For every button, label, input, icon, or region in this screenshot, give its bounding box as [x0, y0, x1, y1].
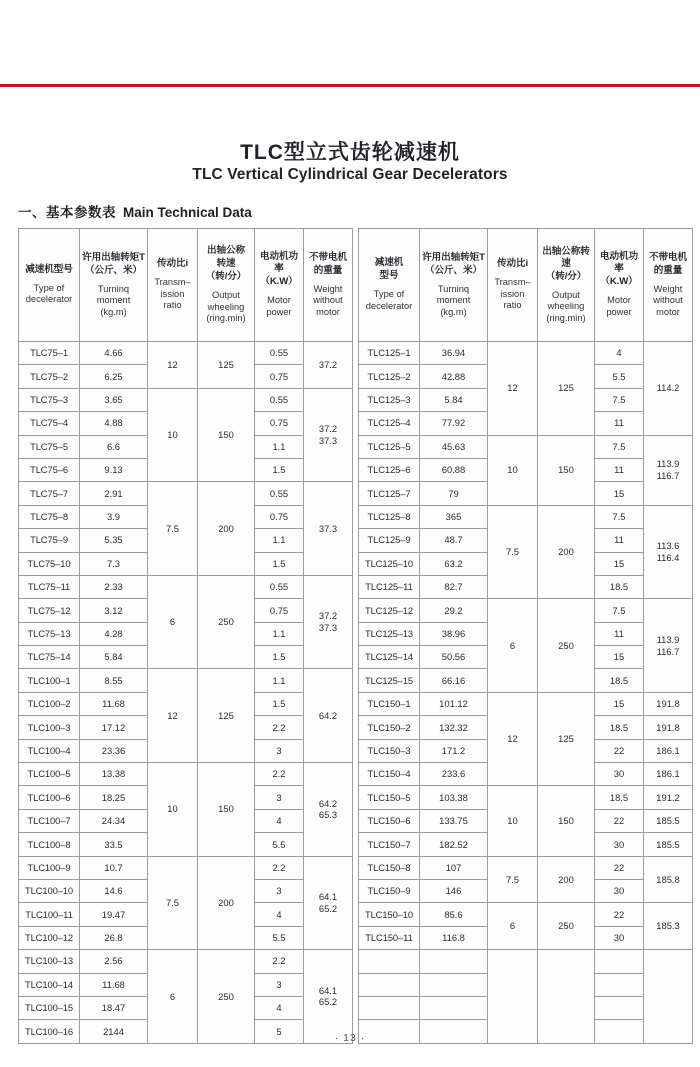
cell-weight-right: 191.2: [644, 786, 693, 809]
cell-ratio-right: 6: [488, 599, 538, 693]
cell-torque-right: 182.52: [420, 833, 488, 856]
cell-ratio-left: 12: [148, 669, 198, 763]
cell-speed-right: 125: [538, 692, 595, 786]
cell-model-left: TLC75–2: [19, 365, 80, 388]
cell-torque-left: 2.91: [80, 482, 148, 505]
cell-torque-left: 3.9: [80, 505, 148, 528]
cell-power-left: 3: [255, 973, 304, 996]
cell-torque-right: 42.88: [420, 365, 488, 388]
cell-model-right: [359, 950, 420, 973]
cell-power-right: 18.5: [595, 669, 644, 692]
cell-torque-left: 18.25: [80, 786, 148, 809]
cell-power-right: 7.5: [595, 435, 644, 458]
cell-torque-right: 48.7: [420, 529, 488, 552]
cell-speed-left: 150: [198, 388, 255, 482]
cell-torque-right: 63.2: [420, 552, 488, 575]
cell-model-right: TLC125–12: [359, 599, 420, 622]
cell-model-left: TLC100–14: [19, 973, 80, 996]
cell-torque-left: 4.28: [80, 622, 148, 645]
cell-power-left: 1.5: [255, 552, 304, 575]
cell-torque-right: 36.94: [420, 342, 488, 365]
header-weight-without-motor-right: 不带电机 的重量 Weight without motor: [644, 229, 693, 342]
cell-model-left: TLC100–6: [19, 786, 80, 809]
cell-power-right: 7.5: [595, 388, 644, 411]
cell-speed-left: 250: [198, 950, 255, 1044]
cell-torque-left: 3.65: [80, 388, 148, 411]
cell-torque-right: 77.92: [420, 412, 488, 435]
cell-model-left: TLC75–11: [19, 575, 80, 598]
page-title-english: TLC Vertical Cylindrical Gear Decelerators: [192, 166, 508, 183]
cell-torque-left: 14.6: [80, 879, 148, 902]
cell-power-right: 30: [595, 833, 644, 856]
cell-model-right: TLC125–14: [359, 646, 420, 669]
cell-torque-right: 233.6: [420, 763, 488, 786]
cell-model-left: TLC75–6: [19, 458, 80, 481]
cell-torque-left: 11.68: [80, 973, 148, 996]
cell-torque-left: 2.33: [80, 575, 148, 598]
cell-torque-right: 79: [420, 482, 488, 505]
cell-torque-left: 4.66: [80, 342, 148, 365]
cell-torque-left: 7.3: [80, 552, 148, 575]
cell-ratio-right: 7.5: [488, 505, 538, 599]
cell-power-left: 0.75: [255, 365, 304, 388]
cell-ratio-left: 7.5: [148, 856, 198, 950]
cell-model-left: TLC100–10: [19, 879, 80, 902]
cell-torque-left: 18.47: [80, 996, 148, 1019]
cell-power-left: 5.5: [255, 926, 304, 949]
cell-power-right: [595, 996, 644, 1019]
table-body: [19, 342, 693, 1044]
cell-speed-right: 250: [538, 903, 595, 950]
cell-power-left: 5.5: [255, 833, 304, 856]
header-motor-power-right: 电动机功率 （K.W） Motor power: [595, 229, 644, 342]
cell-model-right: TLC125–3: [359, 388, 420, 411]
header-transmission-ratio: 传动比i Transm– ission ratio: [148, 229, 198, 342]
header-weight-without-motor: 不带电机 的重量 Weight without motor: [304, 229, 353, 342]
cell-power-right: 30: [595, 763, 644, 786]
cell-torque-right: 146: [420, 879, 488, 902]
cell-power-right: 22: [595, 903, 644, 926]
cell-torque-left: 2144: [80, 1020, 148, 1043]
cell-model-right: TLC125–13: [359, 622, 420, 645]
cell-power-right: [595, 950, 644, 973]
cell-weight-right: 186.1: [644, 739, 693, 762]
main-technical-data-table: [18, 228, 687, 1044]
cell-torque-left: 17.12: [80, 716, 148, 739]
cell-speed-left: 200: [198, 482, 255, 576]
cell-model-left: TLC100–12: [19, 926, 80, 949]
header-output-wheeling-right: 出轴公称转速 （转/分） Output wheeling (ring.min): [538, 229, 595, 342]
cell-speed-right: 150: [538, 435, 595, 505]
cell-power-right: 7.5: [595, 505, 644, 528]
cell-model-right: TLC150–11: [359, 926, 420, 949]
cell-power-right: 11: [595, 529, 644, 552]
cell-speed-right: 200: [538, 856, 595, 903]
cell-weight-right: 185.5: [644, 809, 693, 832]
header-motor-power: 电动机功率 （K.W） Motor power: [255, 229, 304, 342]
cell-power-right: 18.5: [595, 575, 644, 598]
cell-model-right: TLC150–8: [359, 856, 420, 879]
cell-power-right: 15: [595, 646, 644, 669]
cell-model-right: TLC125–11: [359, 575, 420, 598]
cell-model-right: TLC125–1: [359, 342, 420, 365]
cell-model-left: TLC100–5: [19, 763, 80, 786]
header-transmission-ratio-right: 传动比i Transm– ission ratio: [488, 229, 538, 342]
cell-power-left: 4: [255, 809, 304, 832]
cell-power-right: 30: [595, 926, 644, 949]
cell-ratio-right: 10: [488, 435, 538, 505]
cell-power-left: 1.1: [255, 669, 304, 692]
cell-model-right: TLC125–5: [359, 435, 420, 458]
cell-model-left: TLC75–5: [19, 435, 80, 458]
cell-power-left: 0.55: [255, 575, 304, 598]
cell-torque-right: 107: [420, 856, 488, 879]
cell-weight-left: 64.1 65.2: [304, 950, 353, 1044]
cell-torque-right: 66.16: [420, 669, 488, 692]
cell-model-right: TLC150–4: [359, 763, 420, 786]
cell-model-left: TLC75–7: [19, 482, 80, 505]
cell-power-left: 0.55: [255, 482, 304, 505]
cell-model-right: TLC150–7: [359, 833, 420, 856]
cell-torque-left: 6.25: [80, 365, 148, 388]
cell-torque-right: 103.38: [420, 786, 488, 809]
cell-power-left: 1.1: [255, 529, 304, 552]
cell-torque-right: 5.84: [420, 388, 488, 411]
cell-ratio-right: 7.5: [488, 856, 538, 903]
cell-power-right: 11: [595, 622, 644, 645]
cell-model-left: TLC100–13: [19, 950, 80, 973]
cell-torque-right: 38.96: [420, 622, 488, 645]
cell-torque-right: 82.7: [420, 575, 488, 598]
cell-speed-right: 150: [538, 786, 595, 856]
cell-model-right: [359, 973, 420, 996]
cell-model-left: TLC100–16: [19, 1020, 80, 1043]
cell-model-right: TLC125–4: [359, 412, 420, 435]
cell-model-left: TLC100–3: [19, 716, 80, 739]
header-turning-moment: 许用出轴转矩T （公斤、米） Turninq moment (kg.m): [80, 229, 148, 342]
cell-power-right: 15: [595, 692, 644, 715]
cell-ratio-right: [488, 950, 538, 1044]
section-heading: [18, 201, 252, 221]
cell-weight-left: 64.1 65.2: [304, 856, 353, 950]
cell-ratio-left: 6: [148, 950, 198, 1044]
cell-torque-right: 133.75: [420, 809, 488, 832]
cell-ratio-left: 12: [148, 342, 198, 389]
cell-torque-left: 4.88: [80, 412, 148, 435]
cell-model-left: TLC100–4: [19, 739, 80, 762]
cell-torque-right: 45.63: [420, 435, 488, 458]
cell-power-left: 4: [255, 996, 304, 1019]
cell-power-left: 1.1: [255, 622, 304, 645]
cell-weight-right: 113.9 116.7: [644, 435, 693, 505]
cell-weight-right: 185.8: [644, 856, 693, 903]
cell-weight-left: 37.2 37.3: [304, 575, 353, 669]
cell-model-right: TLC125–8: [359, 505, 420, 528]
table-header-row: [19, 229, 693, 342]
cell-ratio-right: 10: [488, 786, 538, 856]
cell-weight-right: 186.1: [644, 763, 693, 786]
cell-model-left: TLC75–12: [19, 599, 80, 622]
cell-speed-right: 250: [538, 599, 595, 693]
cell-torque-right: 101.12: [420, 692, 488, 715]
cell-ratio-right: 6: [488, 903, 538, 950]
cell-model-right: TLC150–10: [359, 903, 420, 926]
cell-torque-left: 13.38: [80, 763, 148, 786]
cell-power-right: 15: [595, 482, 644, 505]
cell-power-left: 3: [255, 739, 304, 762]
page-number: · 13 ·: [334, 1032, 366, 1044]
cell-torque-left: 10.7: [80, 856, 148, 879]
cell-weight-right: 185.3: [644, 903, 693, 950]
cell-power-right: 7.5: [595, 599, 644, 622]
cell-power-right: 18.5: [595, 786, 644, 809]
cell-torque-right: 60.88: [420, 458, 488, 481]
cell-speed-left: 125: [198, 342, 255, 389]
cell-model-left: TLC75–3: [19, 388, 80, 411]
cell-power-right: 30: [595, 879, 644, 902]
cell-model-right: TLC150–5: [359, 786, 420, 809]
cell-torque-left: 3.12: [80, 599, 148, 622]
cell-speed-left: 150: [198, 763, 255, 857]
cell-torque-left: 23.36: [80, 739, 148, 762]
cell-power-right: 22: [595, 739, 644, 762]
cell-power-left: 1.5: [255, 692, 304, 715]
cell-model-left: TLC75–9: [19, 529, 80, 552]
cell-model-left: TLC100–9: [19, 856, 80, 879]
cell-torque-left: 5.35: [80, 529, 148, 552]
cell-torque-right: 29.2: [420, 599, 488, 622]
cell-model-right: TLC150–9: [359, 879, 420, 902]
cell-weight-right: 113.6 116.4: [644, 505, 693, 599]
cell-weight-right: [644, 950, 693, 1044]
cell-speed-right: [538, 950, 595, 1044]
header-type-of-decelerator: 减速机型号 Type of decelerator: [19, 229, 80, 342]
cell-torque-left: 11.68: [80, 692, 148, 715]
cell-torque-right: 365: [420, 505, 488, 528]
cell-power-right: 4: [595, 342, 644, 365]
cell-model-left: TLC75–1: [19, 342, 80, 365]
cell-power-right: 15: [595, 552, 644, 575]
cell-torque-left: 26.8: [80, 926, 148, 949]
cell-speed-right: 125: [538, 342, 595, 436]
cell-power-left: 1.1: [255, 435, 304, 458]
cell-ratio-left: 7.5: [148, 482, 198, 576]
cell-torque-right: [420, 996, 488, 1019]
cell-power-left: 0.55: [255, 388, 304, 411]
cell-weight-right: 185.5: [644, 833, 693, 856]
cell-power-left: 4: [255, 903, 304, 926]
cell-torque-right: 132.32: [420, 716, 488, 739]
cell-torque-right: [420, 950, 488, 973]
cell-weight-left: 37.3: [304, 482, 353, 576]
cell-power-right: 11: [595, 412, 644, 435]
cell-power-left: 2.2: [255, 763, 304, 786]
cell-power-left: 1.5: [255, 458, 304, 481]
cell-weight-left: 64.2: [304, 669, 353, 763]
cell-power-right: [595, 973, 644, 996]
cell-power-left: 3: [255, 786, 304, 809]
cell-torque-left: 8.55: [80, 669, 148, 692]
cell-model-right: TLC125–15: [359, 669, 420, 692]
cell-speed-left: 200: [198, 856, 255, 950]
spec-table: [18, 228, 693, 1044]
cell-model-right: TLC125–9: [359, 529, 420, 552]
cell-power-right: 22: [595, 856, 644, 879]
cell-weight-right: 113.9 116.7: [644, 599, 693, 693]
cell-power-left: 5: [255, 1020, 304, 1043]
cell-power-right: 5.5: [595, 365, 644, 388]
cell-model-right: TLC150–2: [359, 716, 420, 739]
cell-power-left: 0.75: [255, 599, 304, 622]
cell-model-right: TLC125–6: [359, 458, 420, 481]
cell-model-right: [359, 996, 420, 1019]
cell-model-left: TLC100–11: [19, 903, 80, 926]
cell-model-left: TLC75–14: [19, 646, 80, 669]
cell-torque-left: 5.84: [80, 646, 148, 669]
cell-speed-right: 200: [538, 505, 595, 599]
page-title-chinese: TLC型立式齿轮减速机: [240, 141, 460, 164]
cell-torque-right: 116.8: [420, 926, 488, 949]
cell-model-right: TLC150–6: [359, 809, 420, 832]
cell-model-left: TLC75–8: [19, 505, 80, 528]
section-heading-chinese: 一、基本参数表: [18, 205, 116, 220]
cell-power-right: 11: [595, 458, 644, 481]
cell-torque-left: 2.56: [80, 950, 148, 973]
cell-torque-left: 6.6: [80, 435, 148, 458]
cell-weight-right: 191.8: [644, 692, 693, 715]
cell-torque-right: 50.56: [420, 646, 488, 669]
cell-weight-right: 114.2: [644, 342, 693, 436]
cell-power-right: 22: [595, 809, 644, 832]
cell-power-left: 0.75: [255, 505, 304, 528]
cell-model-right: TLC125–10: [359, 552, 420, 575]
cell-ratio-left: 6: [148, 575, 198, 669]
cell-model-left: TLC75–10: [19, 552, 80, 575]
cell-power-left: 3: [255, 879, 304, 902]
cell-model-left: TLC75–13: [19, 622, 80, 645]
header-output-wheeling: 出轴公称 转速 （转/分） Output wheeling (ring.min): [198, 229, 255, 342]
header-accent-rule: [0, 84, 700, 87]
cell-model-left: TLC75–4: [19, 412, 80, 435]
cell-model-right: TLC125–7: [359, 482, 420, 505]
cell-model-left: TLC100–1: [19, 669, 80, 692]
cell-model-right: TLC150–1: [359, 692, 420, 715]
cell-power-right: 18.5: [595, 716, 644, 739]
header-turning-moment-right: 许用出轴转矩T （公斤、米） Turninq moment (kg.m): [420, 229, 488, 342]
cell-power-left: 1.5: [255, 646, 304, 669]
cell-power-left: 0.55: [255, 342, 304, 365]
cell-torque-left: 9.13: [80, 458, 148, 481]
cell-torque-left: 24.34: [80, 809, 148, 832]
cell-speed-left: 250: [198, 575, 255, 669]
cell-torque-left: 33.5: [80, 833, 148, 856]
cell-model-right: TLC125–2: [359, 365, 420, 388]
cell-torque-right: 171.2: [420, 739, 488, 762]
cell-torque-right: [420, 973, 488, 996]
cell-ratio-right: 12: [488, 692, 538, 786]
cell-speed-left: 125: [198, 669, 255, 763]
cell-torque-right: 85.6: [420, 903, 488, 926]
cell-model-left: TLC100–15: [19, 996, 80, 1019]
cell-model-left: TLC100–8: [19, 833, 80, 856]
cell-power-left: 2.2: [255, 950, 304, 973]
cell-weight-left: 64.2 65.3: [304, 763, 353, 857]
cell-power-left: 0.75: [255, 412, 304, 435]
section-heading-english: Main Technical Data: [123, 205, 252, 220]
cell-power-left: 2.2: [255, 856, 304, 879]
cell-weight-right: 191.8: [644, 716, 693, 739]
cell-ratio-left: 10: [148, 388, 198, 482]
table-row: [19, 342, 693, 365]
cell-weight-left: 37.2 37.3: [304, 388, 353, 482]
cell-weight-left: 37.2: [304, 342, 353, 389]
cell-power-left: 2.2: [255, 716, 304, 739]
cell-ratio-right: 12: [488, 342, 538, 436]
cell-ratio-left: 10: [148, 763, 198, 857]
cell-model-right: TLC150–3: [359, 739, 420, 762]
cell-torque-left: 19.47: [80, 903, 148, 926]
cell-model-left: TLC100–2: [19, 692, 80, 715]
header-type-of-decelerator-right: 减速机 型号 Type of decelerator: [359, 229, 420, 342]
cell-model-left: TLC100–7: [19, 809, 80, 832]
